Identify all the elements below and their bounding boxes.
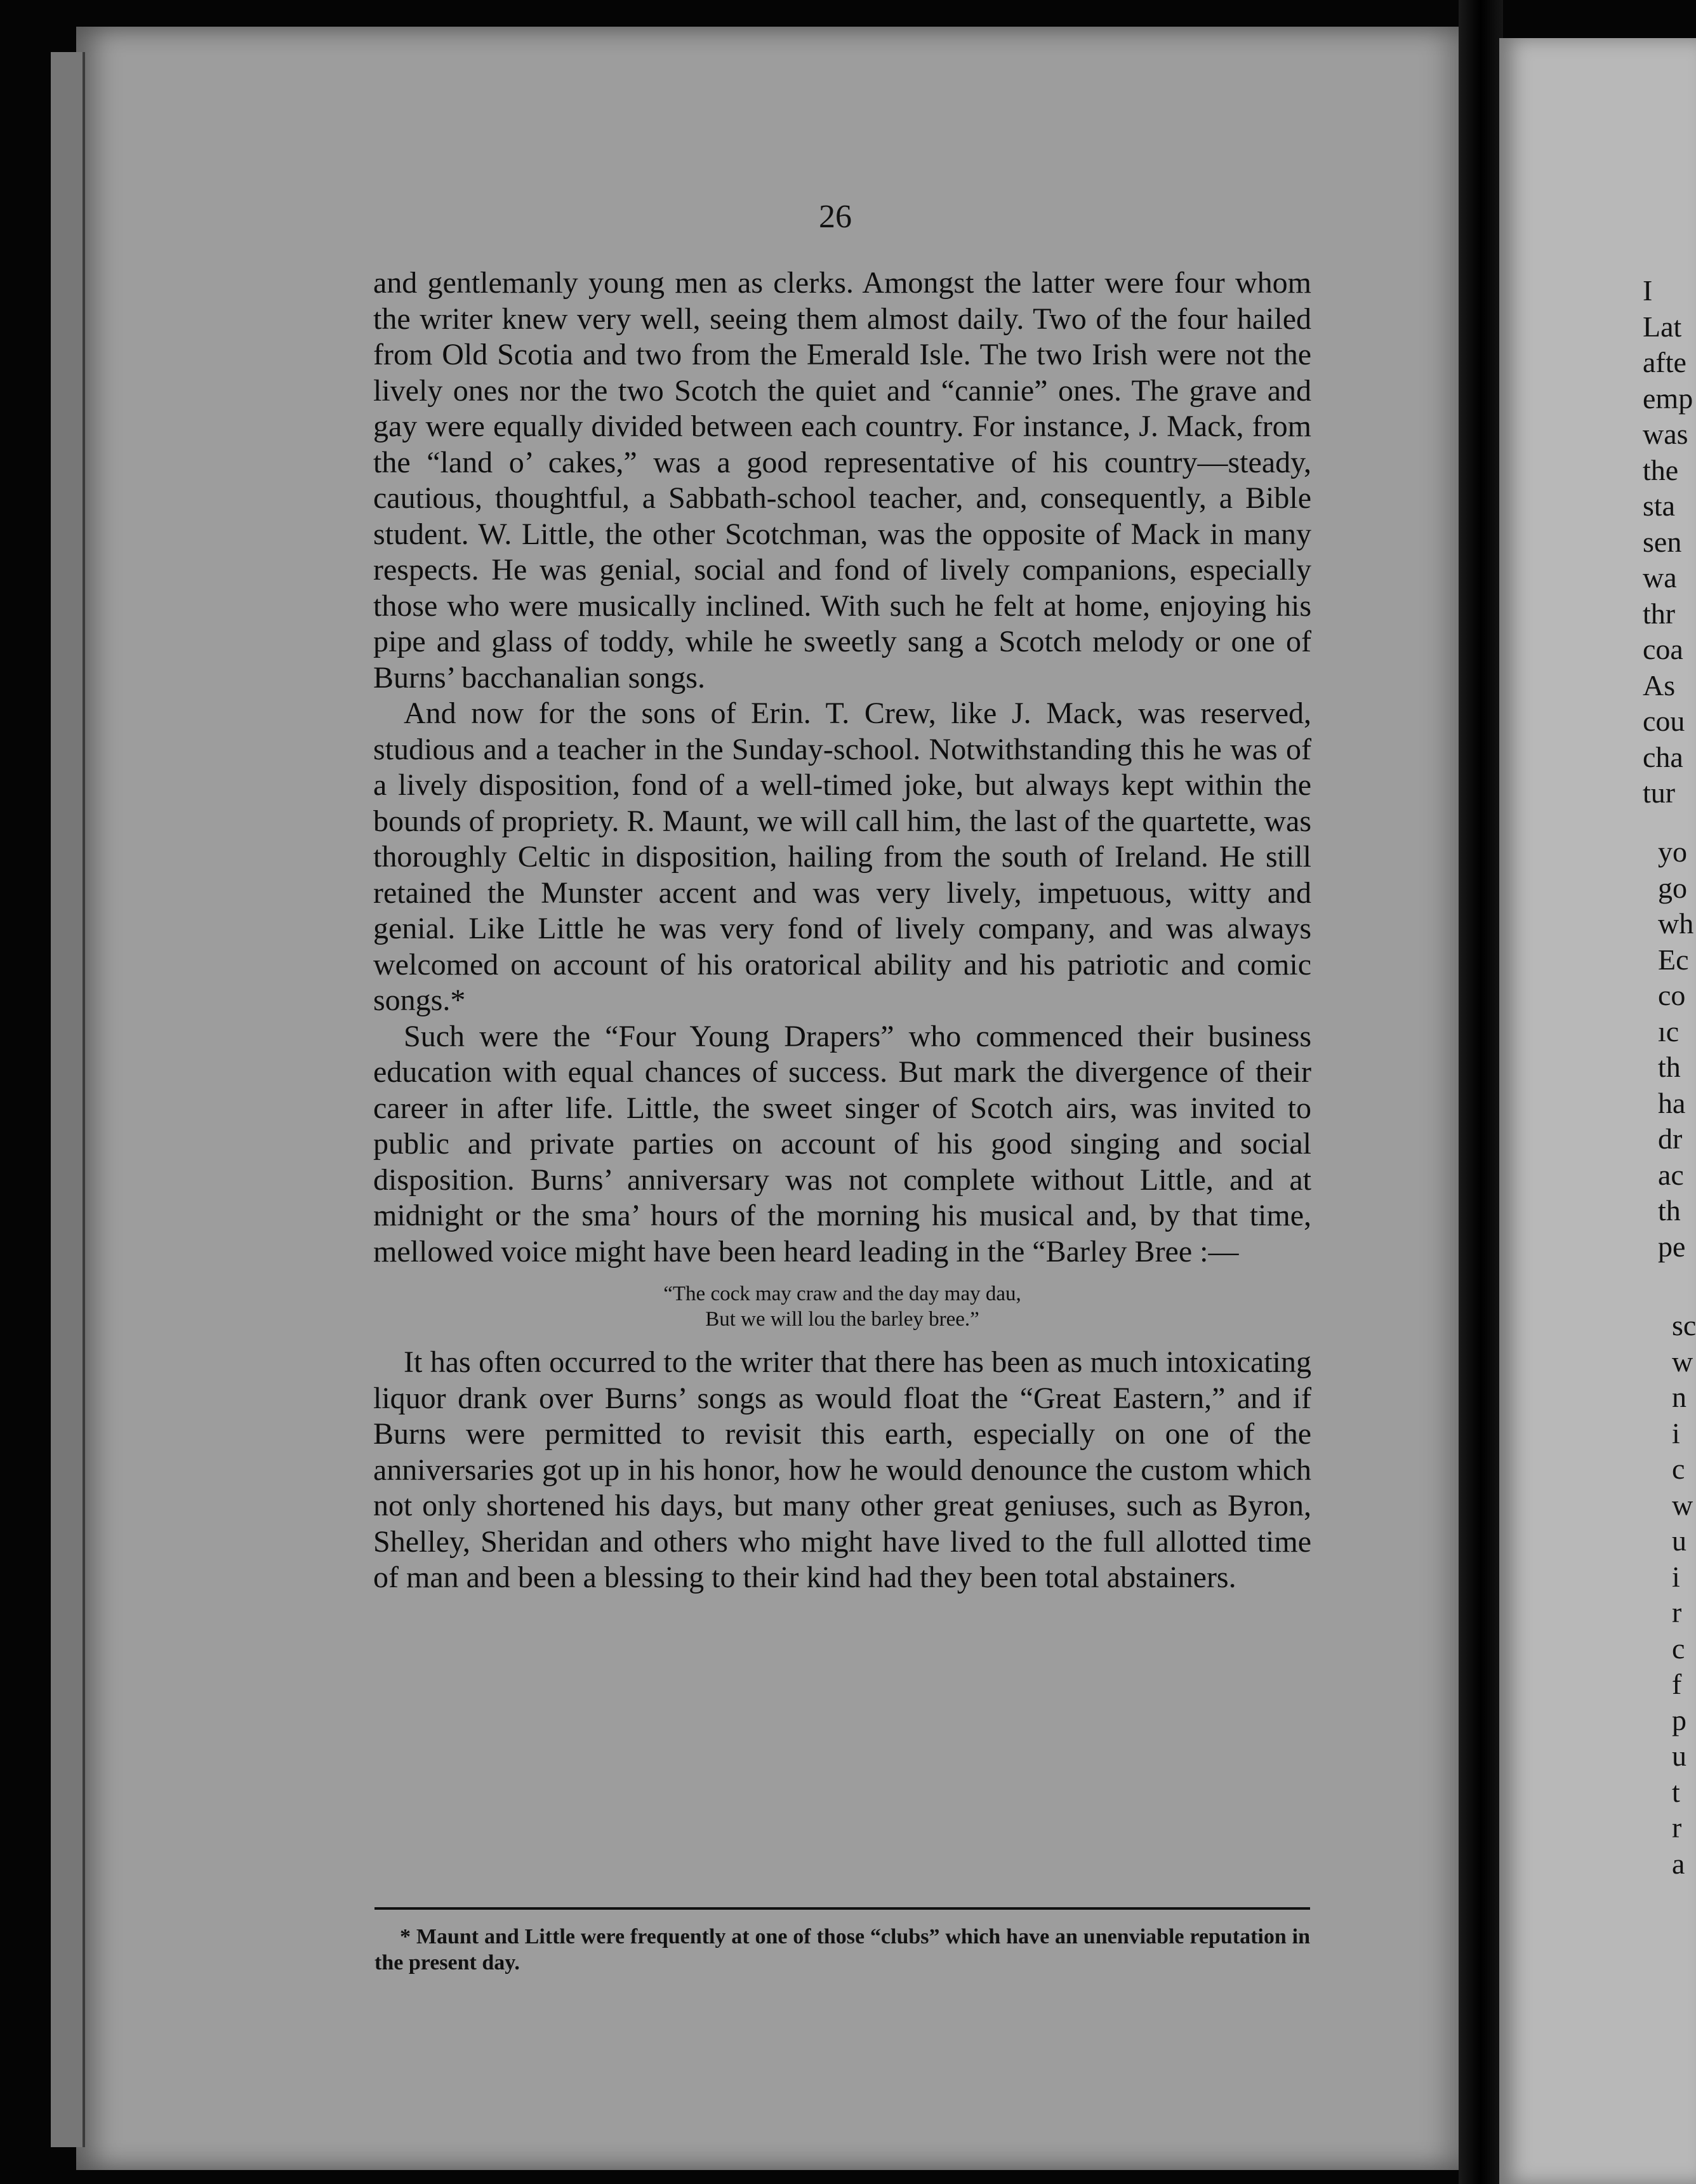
facing-line: dr [1658,1122,1683,1155]
facing-line: sc [1672,1309,1696,1342]
facing-line: the [1643,453,1679,486]
verse-quote [373,1281,1311,1332]
facing-line: t [1672,1775,1680,1808]
facing-line: cou [1643,705,1685,737]
facing-line: th [1658,1194,1681,1227]
facing-line: ıc [1658,1015,1679,1048]
facing-line: u [1672,1524,1686,1557]
facing-line: sen [1643,525,1682,558]
verse-line: “The cock may craw and the day may dau, [663,1282,1021,1305]
facing-page-text-block [1643,273,1696,811]
facing-line: was [1643,418,1688,450]
facing-line: wa [1643,561,1677,594]
facing-line: f [1672,1668,1682,1700]
facing-line: wh [1658,907,1694,940]
facing-line: Ec [1658,943,1689,976]
paragraph: And now for the sons of Erin. T. Crew, like J. Mack, was reserved, studious and a teacher in the Sunday-school. Notwithstanding this he was of a lively disposition, fond of a well-timed joke, but always kept within the bounds of propriety. R. Maunt, we will call him, the last of the quartette, was thoroughly Celtic in disposition, hailing from the south of Ireland. He still retained the Munster accent and was very lively, impetuous, witty and genial. Like Little he was very fond of lively company, and was always welcomed on account of his oratorical ability and his patriotic and comic songs.* [373,696,1311,1017]
facing-line: I [1643,274,1653,307]
paragraph: Such were the “Four Young Drapers” who commenced their business education with equal chances of success. But mark the divergence of their career in after life. Little, the sweet singer of Scotch airs, was invited to public and private parties on account of his good singing and social disposition. Burns’ anniversary was not complete without Little, and at midnight or the sma’ hours of the morning his musical and, by that time, mellowed voice might have been heard leading in the “Barley Bree :— [373,1019,1311,1268]
facing-line: r [1672,1596,1682,1628]
facing-line: thr [1643,597,1676,630]
facing-line: Lat [1643,310,1682,343]
facing-page-text-block [1672,1308,1696,1882]
facing-line: cha [1643,740,1683,773]
facing-line: i [1672,1416,1680,1449]
facing-line: i [1672,1560,1680,1593]
paragraph: It has often occurred to the writer that there has been as much intoxicating liquor drank over Burns’ songs as would float the “Great Eastern,” and if Burns were permitted to revisit this earth, especially on one of the anniversaries got up in his honor, how he would denounce the custom which not only shortened his days, but many other great geniuses, such as Byron, Shelley, Sheridan and others who might have lived to the full allotted time of man and been a blessing to their kind had they been total abstainers. [373,1345,1311,1594]
facing-line: w [1672,1488,1693,1521]
facing-line: co [1658,979,1686,1011]
facing-line: ha [1658,1086,1686,1119]
paragraph: and gentlemanly young men as clerks. Amongst the latter were four whom the writer knew very well, seeing them almost daily. Two of the four hailed from Old Scotia and two from the Emerald Isle. The two Irish were not the lively ones nor the two Scotch the quiet and “cannie” ones. The grave and gay were equally divided between each country. For instance, J. Mack, from the “land o’ cakes,” was a good representative of his country—steady, cautious, thoughtful, a Sabbath-school teacher, and, consequently, a Bible student. W. Little, the other Scotchman, was the opposite of Mack in many respects. He was genial, social and fond of lively companions, especially those who were musically inclined. With such he felt at home, enjoying his pipe and glass of toddy, while he sweetly sang a Scotch melody or one of Burns’ bacchanalian songs. [373,266,1311,695]
footnote-rule [374,1907,1310,1910]
facing-line: u [1672,1740,1686,1772]
footnote: * Maunt and Little were frequently at one of those “clubs” which have an unenviable reputation in the present day. [374,1925,1310,1974]
facing-line: yo [1658,836,1687,868]
facing-line: pe [1658,1230,1686,1263]
facing-line: sta [1643,489,1676,522]
facing-line: afte [1643,346,1686,378]
facing-line: c [1672,1632,1685,1665]
facing-line: w [1672,1345,1693,1378]
facing-line: r [1672,1811,1682,1844]
facing-line: ac [1658,1158,1684,1191]
facing-line: n [1672,1381,1686,1413]
facing-line: p [1672,1703,1686,1736]
facing-line: As [1643,669,1676,702]
facing-line: th [1658,1051,1681,1083]
facing-line: tur [1643,776,1676,809]
body-text [373,265,1311,1596]
facing-line: a [1672,1847,1685,1880]
page-number: 26 [819,199,852,235]
facing-page-text-block [1658,834,1696,1265]
verse-line: But we will lou the barley bree.” [705,1308,979,1331]
facing-line: c [1672,1453,1685,1485]
facing-line: emp [1643,382,1693,415]
facing-line: go [1658,871,1687,904]
facing-line: coa [1643,633,1683,665]
book-gutter [1459,0,1503,2184]
